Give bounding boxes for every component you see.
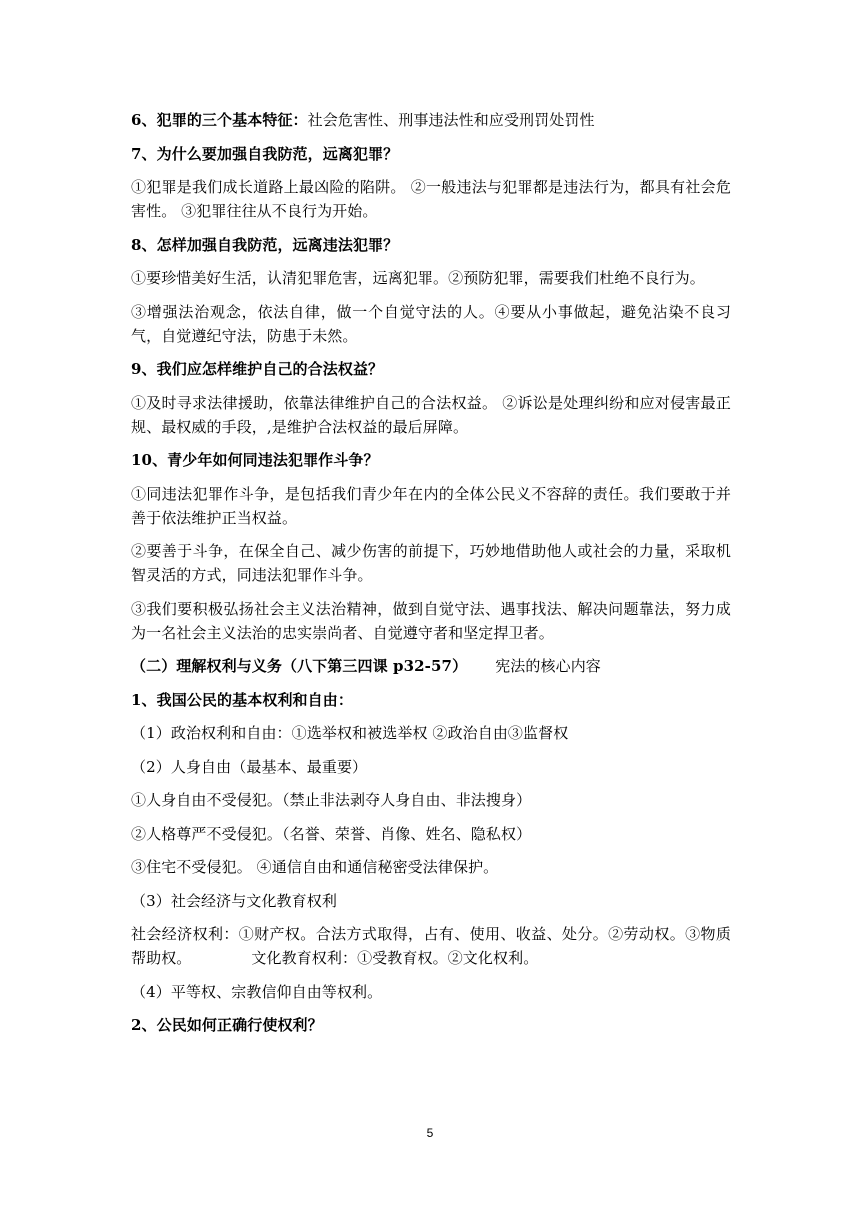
political-rights-line: （1）政治权利和自由：①选举权和被选举权 ②政治自由③监督权 bbox=[131, 724, 569, 742]
question-7-heading: 7、为什么要加强自我防范，远离犯罪？ bbox=[131, 144, 399, 163]
answer-10-paragraph-2: ②要善于斗争，在保全自己、减少伤害的前提下，巧妙地借助他人或社会的力量，采取机智灵活的方式，同违法犯罪作斗争。 bbox=[131, 542, 731, 584]
equality-rights-line: （4）平等权、宗教信仰自由等权利。 bbox=[131, 982, 383, 1001]
point-6-text: 社会危害性、刑事违法性和应受刑罚处罚性 bbox=[307, 111, 595, 129]
answer-8-paragraph-1: ①要珍惜美好生活，认清犯罪危害，远离犯罪。②预防犯罪，需要我们杜绝不良行为。 bbox=[131, 269, 705, 287]
question-10-heading: 10、青少年如何同违法犯罪作斗争？ bbox=[131, 451, 379, 469]
answer-10-paragraph-1: ①同违法犯罪作斗争，是包括我们青少年在内的全体公民义不容辞的责任。我们要敢于并善于依法维护正当权益。 bbox=[131, 484, 731, 527]
question-8-heading: 8、怎样加强自我防范，远离违法犯罪？ bbox=[131, 235, 399, 254]
socio-economic-rights-line: （3）社会经济与文化教育权利 bbox=[131, 891, 337, 910]
socio-economic-rights-paragraph bbox=[131, 922, 731, 970]
cultural-rights-text: 文化教育权利：①受教育权。②文化权利。 bbox=[251, 949, 539, 967]
rights-question-2-heading: 2、公民如何正确行使权利？ bbox=[131, 1016, 323, 1034]
personal-freedom-line: （2）人身自由（最基本、最重要） bbox=[131, 757, 368, 776]
personal-freedom-item-1: ①人身自由不受侵犯。（禁止非法剥夺人身自由、非法搜身） bbox=[131, 791, 532, 809]
answer-9-paragraph: ①及时寻求法律援助，依靠法律维护自己的合法权益。 ②诉讼是处理纠纷和应对侵害最正规、最权威的手段，,是维护合法权益的最后屏障。 bbox=[131, 393, 731, 436]
question-9-heading: 9、我们应怎样维护自己的合法权益？ bbox=[131, 360, 384, 378]
rights-question-1-heading: 1、我国公民的基本权利和自由： bbox=[131, 690, 353, 709]
answer-8-paragraph-2: ③增强法治观念，依法自律，做一个自觉守法的人。④要从小事做起，避免沾染不良习气，自觉遵纪守法，防患于未然。 bbox=[131, 302, 731, 345]
section-2-heading: （二）理解权利与义务（八下第三四课 p32-57） bbox=[131, 657, 468, 675]
personal-freedom-item-3: ③住宅不受侵犯。 ④通信自由和通信秘密受法律保护。 bbox=[131, 858, 499, 876]
answer-10-paragraph-3: ③我们要积极弘扬社会主义法治精神，做到自觉守法、遇事找法、解决问题靠法，努力成为一名社会主义法治的忠实崇尚者、自觉遵守者和坚定捍卫者。 bbox=[131, 599, 731, 642]
page-number: 5 bbox=[426, 1126, 434, 1140]
personal-freedom-item-2: ②人格尊严不受侵犯。（名誉、荣誉、肖像、姓名、隐私权） bbox=[131, 824, 532, 843]
point-6-line bbox=[131, 108, 731, 132]
section-2-note: 宪法的核心内容 bbox=[495, 657, 601, 675]
answer-7-paragraph: ①犯罪是我们成长道路上最凶险的陷阱。 ②一般违法与犯罪都是违法行为，都具有社会危害性。 ③犯罪往往从不良行为开始。 bbox=[131, 178, 731, 220]
economic-rights-text: 社会经济权利：①财产权。合法方式取得，占有、使用、收益、处分。②劳动权。③物质帮助权。 bbox=[131, 925, 731, 967]
document-body bbox=[131, 108, 731, 1047]
section-2-line bbox=[131, 654, 731, 678]
point-6-heading: 6、犯罪的三个基本特征： bbox=[131, 111, 308, 129]
